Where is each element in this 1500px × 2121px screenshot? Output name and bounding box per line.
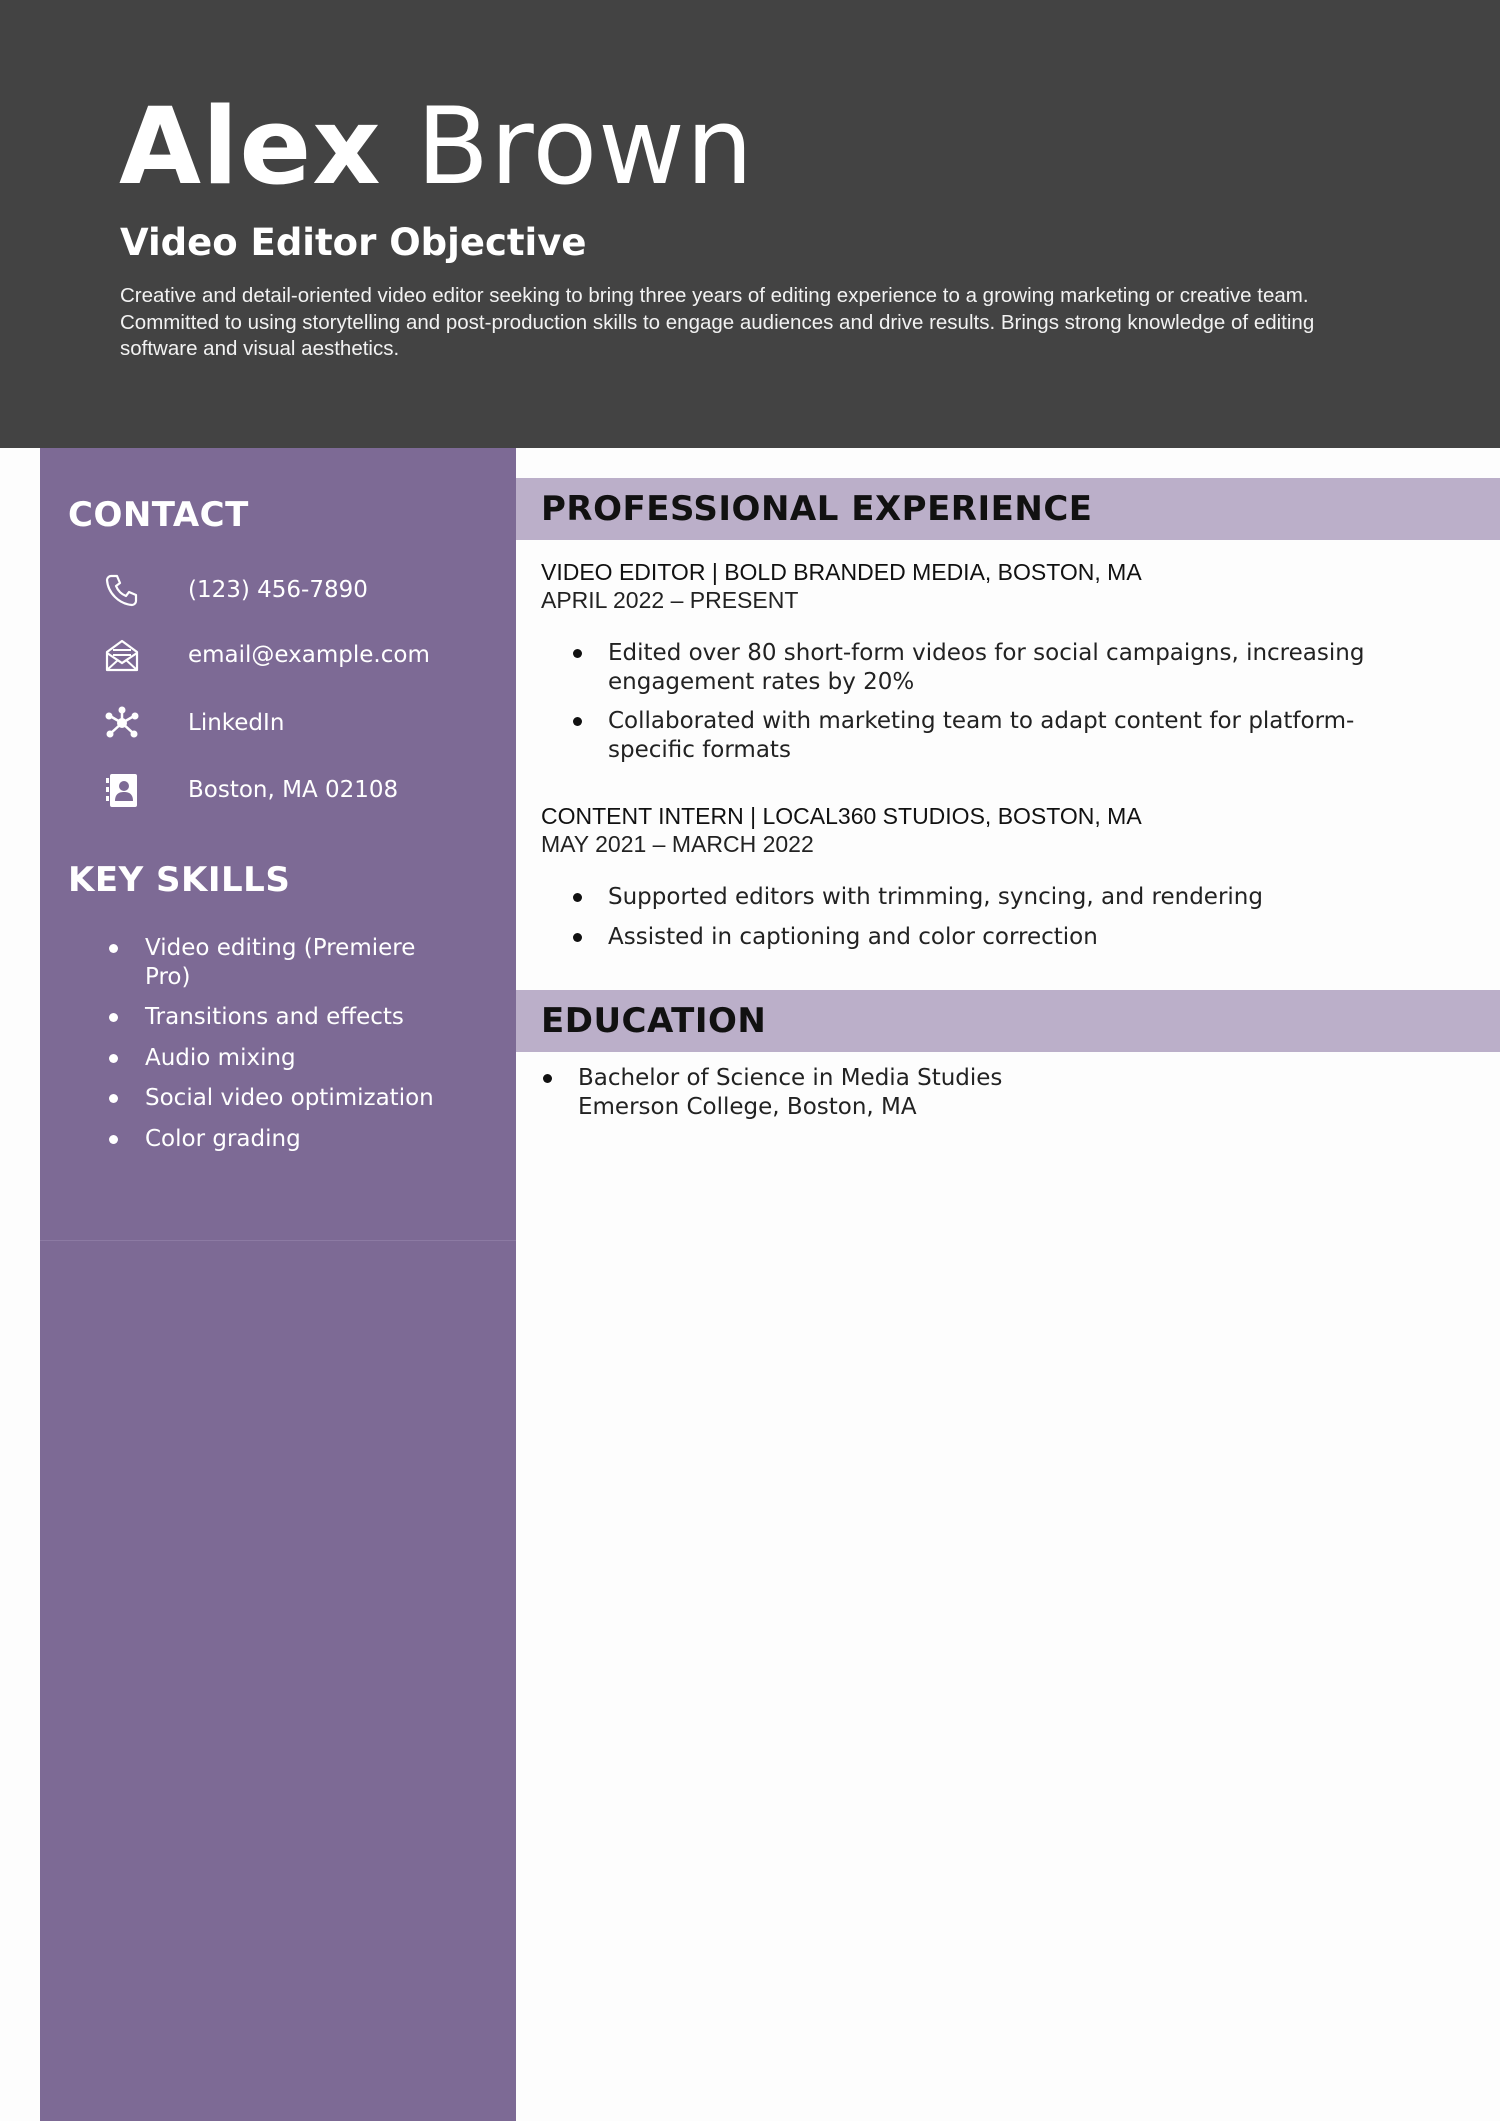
education-section-header [516,990,1500,1052]
education-list [541,1064,1441,1121]
school: Emerson College, Boston, MA [578,1093,917,1120]
bullet-icon [109,1094,118,1103]
candidate-name [119,82,754,212]
experience-heading: PROFESSIONAL EXPERIENCE [541,489,1093,529]
envelope-icon [104,637,140,673]
degree: Bachelor of Science in Media Studies [578,1065,1003,1091]
contact-linkedin-text[interactable]: LinkedIn [188,710,285,736]
sidebar-divider [40,1240,516,1241]
skill-text: Video editing (Premiere Pro) [145,935,416,990]
resume-header [0,0,1500,448]
skill-text: Transitions and effects [145,1004,404,1030]
bullet-icon [573,717,582,726]
bullet-icon [573,933,582,942]
list-item [541,639,1408,696]
job-role: CONTENT INTERN | LOCAL360 STUDIOS, BOSTON, MA [541,803,1142,829]
job-bullets [541,883,1481,951]
list-item [40,1044,465,1073]
objective-text: Creative and detail-oriented video editor seeking to bring three years of editing experience to a growing marketing or creative team. Committed to using storytelling and post-production skills to engage audiences and drive results. Brings strong knowledge of editing software and visual aesthetics. [120,284,1315,360]
bullet-text: Assisted in captioning and color correction [608,923,1098,950]
list-item [541,1064,1441,1121]
contact-linkedin[interactable] [104,701,504,745]
education-heading: EDUCATION [541,1001,767,1041]
experience-section-header [516,478,1500,540]
skills-list [40,934,516,1165]
job-entry [541,802,1481,962]
job-entry [541,558,1481,775]
list-item [40,1125,465,1154]
bullet-icon [109,1013,118,1022]
objective-title: Video Editor Objective [120,221,587,264]
bullet-text: Supported editors with trimming, syncing, and rendering [608,884,1263,910]
job-dates: APRIL 2022 – PRESENT [541,587,799,613]
list-item [40,934,465,991]
list-item [541,883,1408,912]
skill-text: Audio mixing [145,1044,296,1071]
contact-phone-text: (123) 456-7890 [188,577,368,603]
sidebar [40,448,516,2121]
contact-address-text: Boston, MA 02108 [188,777,399,803]
list-item [40,1003,465,1032]
job-role: VIDEO EDITOR | BOLD BRANDED MEDIA, BOSTON, MA [541,559,1142,585]
job-dates: MAY 2021 – MARCH 2022 [541,831,814,857]
job-bullets [541,639,1481,764]
bullet-icon [573,893,582,902]
contact-heading: CONTACT [68,495,249,535]
bullet-icon [543,1074,552,1083]
contact-email[interactable] [104,633,504,677]
skill-text: Color grading [145,1125,301,1152]
key-skills-heading: KEY SKILLS [68,860,291,900]
bullet-icon [109,1135,118,1144]
bullet-icon [109,944,118,953]
last-name: Brown [416,85,755,208]
bullet-text: Collaborated with marketing team to adapt content for platform-specific formats [608,708,1355,763]
bullet-icon [109,1054,118,1063]
contact-phone [104,568,504,612]
contact-address [104,768,504,812]
bullet-icon [573,649,582,658]
list-item [541,707,1408,764]
phone-icon [104,572,140,608]
list-item [40,1084,465,1113]
network-icon [104,705,140,741]
skill-text: Social video optimization [145,1085,434,1111]
first-name: Alex [119,85,382,208]
contact-email-text[interactable]: email@example.com [188,642,430,668]
main-content [516,448,1500,2121]
list-item [541,923,1408,952]
address-book-icon [104,772,140,808]
bullet-text: Edited over 80 short-form videos for social campaigns, increasing engagement rates by 20% [608,640,1365,695]
